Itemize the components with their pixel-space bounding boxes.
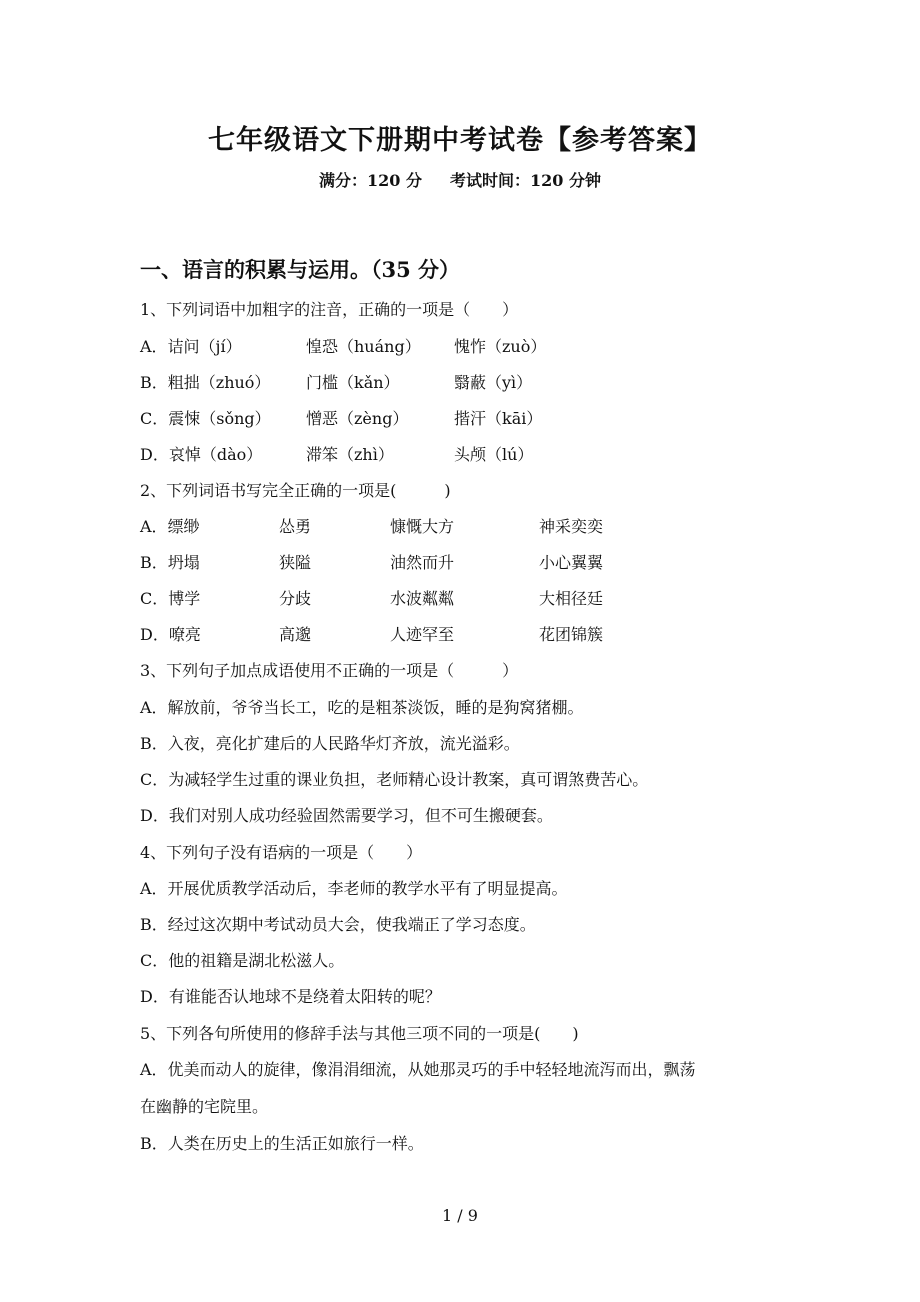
question-5-option-b: B．人类在历史上的生活正如旅行一样。 — [140, 1134, 424, 1153]
option-item: 小心翼翼 — [539, 553, 604, 572]
option-item: A．诘问（jí） — [140, 337, 242, 356]
option-item: 慷慨大方 — [390, 517, 455, 536]
question-3-stem: 3、下列句子加点成语使用不正确的一项是（ ） — [140, 661, 519, 680]
option-item: 狭隘 — [279, 553, 312, 572]
option-item: D．哀悼（dào） — [140, 445, 263, 464]
option-item: 滞笨（zhì） — [306, 445, 394, 464]
option-item: 门槛（kǎn） — [306, 373, 400, 392]
option-item: 分歧 — [279, 589, 312, 608]
question-4-stem: 4、下列句子没有语病的一项是（ ） — [140, 843, 423, 862]
option-item: 大相径廷 — [539, 589, 604, 608]
question-4-option-c: C．他的祖籍是湖北松滋人。 — [140, 951, 345, 970]
option-item: 水波粼粼 — [390, 589, 455, 608]
question-4-option-d: D．有谁能否认地球不是绕着太阳转的呢？ — [140, 987, 441, 1006]
question-3-option-b: B．入夜，亮化扩建后的人民路华灯齐放，流光溢彩。 — [140, 734, 520, 753]
option-item: C．博学 — [140, 589, 201, 608]
option-item: 油然而升 — [390, 553, 455, 572]
option-item: B．坍塌 — [140, 553, 200, 572]
question-5-stem: 5、下列各句所使用的修辞手法与其他三项不同的一项是( ) — [140, 1024, 579, 1043]
full-score: 满分：120 分 — [319, 171, 422, 190]
section-heading: 一、语言的积累与运用。（35 分） — [140, 257, 461, 282]
option-item: 花团锦簇 — [539, 625, 604, 644]
option-item: 憎恶（zèng） — [306, 409, 409, 428]
option-item: 怂勇 — [279, 517, 312, 536]
option-item: 神采奕奕 — [539, 517, 604, 536]
option-item: 头颅（lú） — [454, 445, 534, 464]
option-item: 愧怍（zuò） — [454, 337, 547, 356]
option-item: 翳蔽（yì） — [454, 373, 533, 392]
option-item: A．缥缈 — [140, 517, 200, 536]
option-item: D．嘹亮 — [140, 625, 201, 644]
question-5-option-a-continued: 在幽静的宅院里。 — [140, 1097, 269, 1116]
question-3-option-c: C．为减轻学生过重的课业负担，老师精心设计教案，真可谓煞费苦心。 — [140, 770, 649, 789]
exam-info — [0, 168, 920, 191]
option-item: 揩汗（kāi） — [454, 409, 543, 428]
page-title: 七年级语文下册期中考试卷【参考答案】 — [208, 125, 712, 156]
option-item: 惶恐（huáng） — [306, 337, 421, 356]
option-item: C．震悚（sǒng） — [140, 409, 271, 428]
option-item: B．粗拙（zhuó） — [140, 373, 271, 392]
option-item: 高邈 — [279, 625, 312, 644]
question-4-option-b: B．经过这次期中考试动员大会，使我端正了学习态度。 — [140, 915, 536, 934]
page-number: 1 / 9 — [442, 1206, 478, 1225]
question-5-option-a: A．优美而动人的旋律，像涓涓细流，从她那灵巧的手中轻轻地流泻而出，飘荡 — [140, 1060, 696, 1079]
question-4-option-a: A．开展优质教学活动后，李老师的教学水平有了明显提高。 — [140, 879, 568, 898]
question-1-stem: 1、下列词语中加粗字的注音，正确的一项是（ ） — [140, 300, 519, 319]
option-item: 人迹罕至 — [390, 625, 455, 644]
question-3-option-a: A．解放前，爷爷当长工，吃的是粗茶淡饭，睡的是狗窝猪棚。 — [140, 698, 584, 717]
exam-time: 考试时间：120 分钟 — [450, 171, 601, 190]
question-2-stem: 2、下列词语书写完全正确的一项是( ) — [140, 481, 451, 500]
question-3-option-d: D．我们对别人成功经验固然需要学习，但不可生搬硬套。 — [140, 806, 553, 825]
